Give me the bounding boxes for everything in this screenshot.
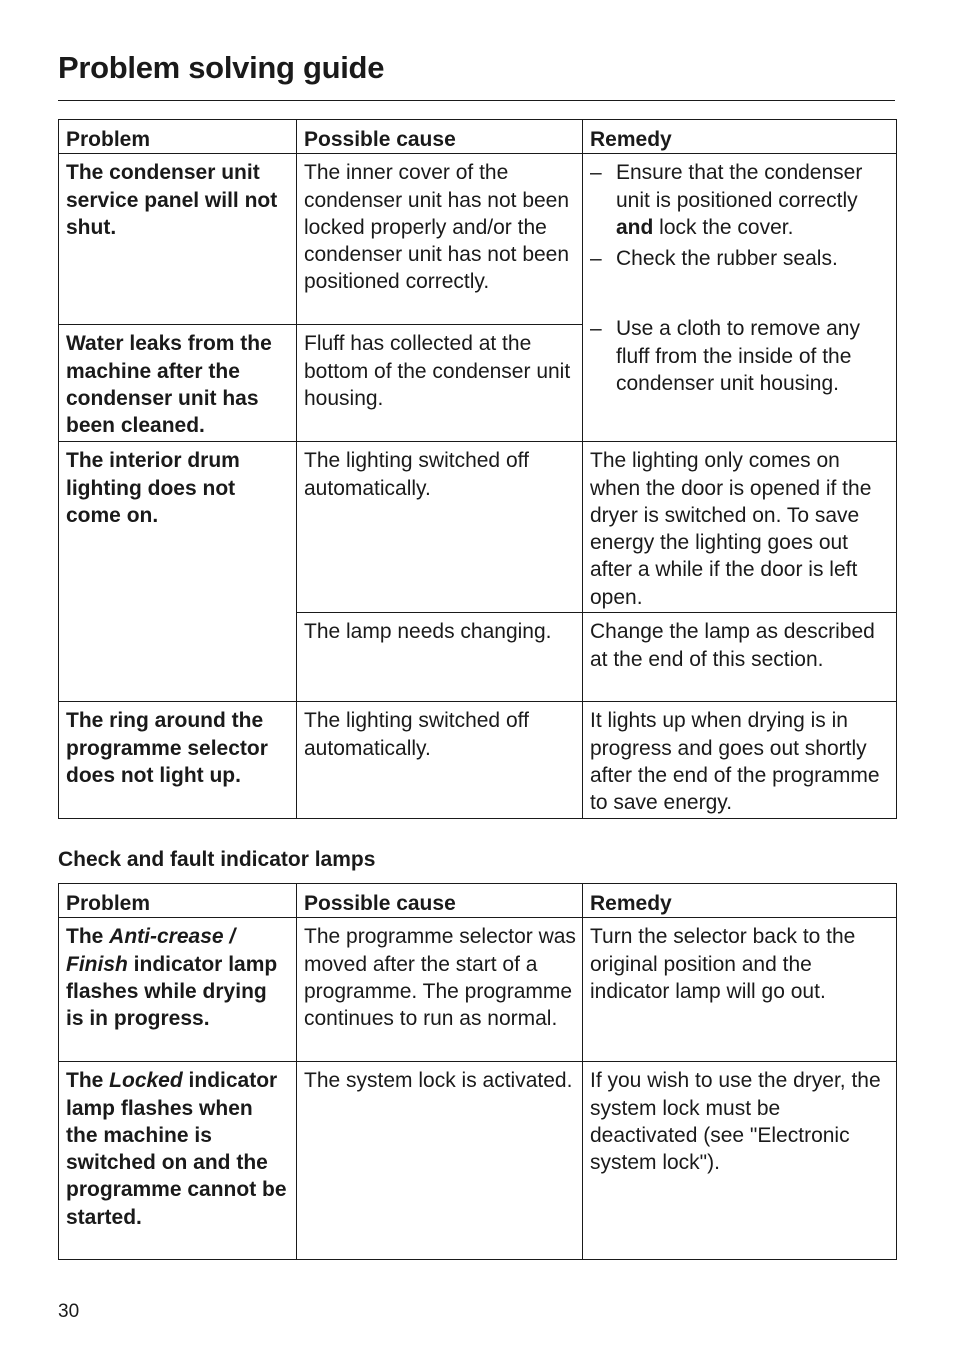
remedy-text-part: lock the cover. <box>653 215 794 239</box>
cause-cell: The lamp needs changing. <box>297 613 583 702</box>
table-header-row <box>59 120 897 154</box>
table-row <box>59 442 897 613</box>
remedy-text: Check the rubber seals. <box>616 247 838 271</box>
title-rule <box>58 100 895 101</box>
cause-cell: The lighting switched off automatically. <box>297 702 583 819</box>
problem-cell <box>59 918 297 1062</box>
remedy-cell: Turn the selector back to the original position and the indicator lamp will go out. <box>583 918 897 1062</box>
problem-text-part: indicator lamp flashes when the machine is switched on and the programme cannot be started. <box>66 1069 287 1229</box>
remedy-list-item <box>590 315 890 397</box>
header-remedy: Remedy <box>583 120 897 154</box>
page-number: 30 <box>58 1301 80 1322</box>
section-heading: Check and fault indicator lamps <box>58 848 376 871</box>
problem-cell: The interior drum lighting does not come on. <box>59 442 297 702</box>
problem-cell <box>59 1062 297 1260</box>
header-remedy: Remedy <box>583 884 897 918</box>
header-possible-cause: Possible cause <box>297 120 583 154</box>
dash-bullet: – <box>590 161 602 185</box>
table-row <box>59 1062 897 1260</box>
table-row <box>59 154 897 325</box>
problem-cell: The ring around the programme selector does not light up. <box>59 702 297 819</box>
problem-text-part: The <box>66 1069 110 1093</box>
dash-bullet: – <box>590 247 602 271</box>
header-problem: Problem <box>59 884 297 918</box>
dash-bullet: – <box>590 317 602 341</box>
remedy-emphasis: and <box>616 215 654 239</box>
table-row <box>59 702 897 819</box>
cause-cell: The lighting switched off automatically. <box>297 442 583 613</box>
table-header-row <box>59 884 897 918</box>
remedy-cell: If you wish to use the dryer, the system lock must be deactivated (see "Electronic system lock"). <box>583 1062 897 1260</box>
remedy-cell: Change the lamp as described at the end of this section. <box>583 613 897 702</box>
remedy-text: Use a cloth to remove any fluff from the inside of the condenser unit housing. <box>616 317 860 396</box>
remedy-list-item <box>590 245 890 272</box>
remedy-cell <box>583 154 897 442</box>
header-problem: Problem <box>59 120 297 154</box>
problem-table <box>58 119 897 819</box>
cause-cell: Fluff has collected at the bottom of the condenser unit housing. <box>297 325 583 442</box>
indicator-lamp-table <box>58 883 897 1260</box>
page-title: Problem solving guide <box>58 50 385 85</box>
problem-cell: The condenser unit service panel will not shut. <box>59 154 297 325</box>
remedy-text-part: Ensure that the condenser unit is positioned correctly <box>616 161 863 212</box>
indicator-name: Anti-crease / Finish <box>66 925 236 976</box>
remedy-text <box>616 159 890 241</box>
problem-cell: Water leaks from the machine after the condenser unit has been cleaned. <box>59 325 297 442</box>
table-row <box>59 918 897 1062</box>
problem-text-part: indicator lamp flashes while drying is in progress. <box>66 952 278 1031</box>
header-possible-cause: Possible cause <box>297 884 583 918</box>
indicator-name: Locked <box>109 1069 183 1093</box>
cause-cell: The programme selector was moved after the start of a programme. The programme continues to run as normal. <box>297 918 583 1062</box>
cause-cell: The inner cover of the condenser unit has not been locked properly and/or the condenser unit has not been positioned correctly. <box>297 154 583 325</box>
cause-cell: The system lock is activated. <box>297 1062 583 1260</box>
remedy-cell: The lighting only comes on when the door is opened if the dryer is switched on. To save energy the lighting goes out after a while if the door is left open. <box>583 442 897 613</box>
problem-text-part: The <box>66 925 110 949</box>
remedy-list-item <box>590 159 890 241</box>
remedy-cell: It lights up when drying is in progress and goes out shortly after the end of the programme to save energy. <box>583 702 897 819</box>
